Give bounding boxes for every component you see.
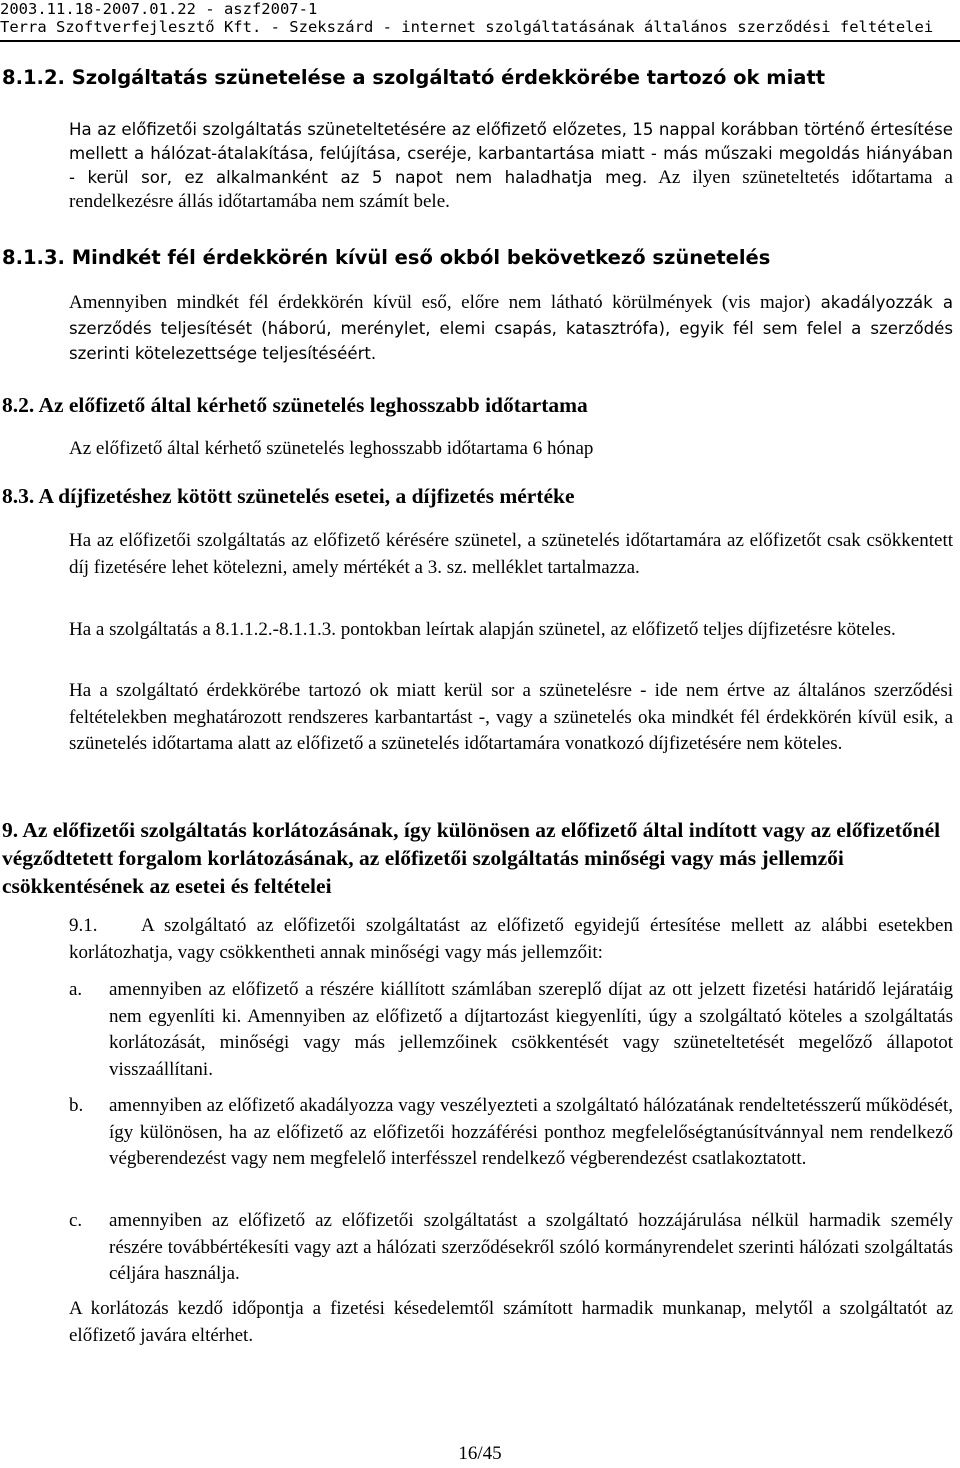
- paragraph-8-3-3: Ha a szolgáltató érdekkörébe tartozó ok miatt kerül sor a szünetelésre - ide nem értve az általános szerződési feltételekben meghatározott rendszeres karbantartást -, vagy a szünetelés oka mindkét fél érdekkörén kívül esik, a szünetelés időtartama alatt az előfizető a szünetelés időtartamára vonatkozó díjfizetésére nem köteles.: [69, 680, 953, 754]
- heading-8-2: 8.2. Az előfizető által kérhető szünetelés leghosszabb időtartama: [2, 393, 588, 417]
- paragraph-8-1-2: [69, 118, 953, 214]
- paragraph-8-1-3-sans-part: akadályozzák a szerződés teljesítését (háború, merénylet, elemi csapás, katasztrófa), egyik fél sem felel a szerződés szerinti kötelezettsége teljesítéséért.: [69, 293, 953, 363]
- paragraph-8-1-2-serif-part: Az ilyen szüneteltetés időtartama a rendelkezésre állás időtartamába nem számít bele.: [69, 167, 953, 212]
- paragraph-8-1-2-sans-part: Ha az előfizetői szolgáltatás szüneteltetésére az előfizető előzetes, 15 nappal korábban történő értesítése mellett a hálózat-átalakítása, felújítása, cseréje, karbantartása miatt - más műszaki megoldás hiányában - kerül sor, ez alkalmanként az 5 napot nem haladhatja meg.: [69, 120, 953, 187]
- paragraph-9-closing: A korlátozás kezdő időpontja a fizetési késedelemtől számított harmadik munkanap, melytől a szolgáltatót az előfizető javára eltérhet.: [69, 1298, 953, 1346]
- header-title-line: Terra Szoftverfejlesztő Kft. - Szekszárd - internet szolgáltatásának általános szerződési feltételei: [0, 18, 934, 36]
- paragraph-8-3-2: Ha a szolgáltatás a 8.1.1.2.-8.1.1.3. pontokban leírtak alapján szünetel, az előfizető teljes díjfizetésre köteles.: [69, 619, 896, 640]
- list-item-b: amennyiben az előfizető akadályozza vagy veszélyezteti a szolgáltató hálózatának rendeltetésszerű működését, így különösen, ha az előfizető az előfizetői hozzáférési ponthoz megfelelőségtanúsítvánnyal nem rendelkező végberendezést vagy nem megfelelő interfésszel rendelkező végberendezést csatlakoztatott.: [109, 1095, 953, 1169]
- header-date-line: 2003.11.18-2007.01.22 - aszf2007-1: [0, 0, 318, 18]
- list-label-a: a.: [69, 979, 83, 1000]
- item-9-1-number: 9.1.: [69, 915, 98, 936]
- list-item-c: amennyiben az előfizető az előfizetői szolgáltatást a szolgáltató hozzájárulása nélkül harmadik személy részére továbbértékesíti vagy azt a hálózati szerződésekről szóló kormányrendelet szerinti hálózati szolgáltatás céljára használja.: [109, 1210, 953, 1284]
- paragraph-8-1-3-serif-part: Amennyiben mindkét fél érdekkörén kívül eső, előre nem látható körülmények (vis major): [69, 292, 811, 313]
- heading-8-1-2: 8.1.2. Szolgáltatás szünetelése a szolgáltató érdekkörébe tartozó ok miatt: [2, 66, 826, 89]
- list-label-c: c.: [69, 1210, 83, 1231]
- header-divider: [0, 40, 960, 42]
- paragraph-8-2: Az előfizető által kérhető szünetelés leghosszabb időtartama 6 hónap: [69, 438, 594, 459]
- page-number: 16/45: [458, 1443, 502, 1464]
- heading-9: 9. Az előfizetői szolgáltatás korlátozásának, így különösen az előfizető által indított vagy az előfizetőnél végződtetett forgalom korlátozásának, az előfizetői szolgáltatás minőségi vagy más jellemzői csökkentésének az esetei és feltételei: [2, 818, 941, 898]
- list-item-a: amennyiben az előfizető a részére kiállított számlában szereplő díjat az ott jelzett fizetési határidő lejáratáig nem egyenlíti ki. Amennyiben az előfizető a díjtartozást kiegyenlíti, úgy a szolgáltató köteles a szolgáltatás korlátozását, minőségi vagy más jellemzőinek csökkentését vagy szüneteltetését megelőző állapotot visszaállítani.: [109, 979, 953, 1080]
- paragraph-8-1-3: [69, 290, 953, 367]
- paragraph-8-3-1: Ha az előfizetői szolgáltatás az előfizető kérésére szünetel, a szünetelés időtartamára az előfizetőt csak csökkentett díj fizetésére lehet kötelezni, amely mértékét a 3. sz. melléklet tartalmazza.: [69, 530, 953, 578]
- paragraph-9-1: A szolgáltató az előfizetői szolgáltatást az előfizető egyidejű értesítése mellett az alábbi esetekben korlátozhatja, vagy csökkentheti annak minőségi vagy más jellemzőit:: [69, 915, 953, 963]
- list-label-b: b.: [69, 1095, 84, 1116]
- heading-8-1-3: 8.1.3. Mindkét fél érdekkörén kívül eső okból bekövetkező szünetelés: [2, 246, 771, 269]
- heading-8-3: 8.3. A díjfizetéshez kötött szünetelés esetei, a díjfizetés mértéke: [2, 484, 575, 508]
